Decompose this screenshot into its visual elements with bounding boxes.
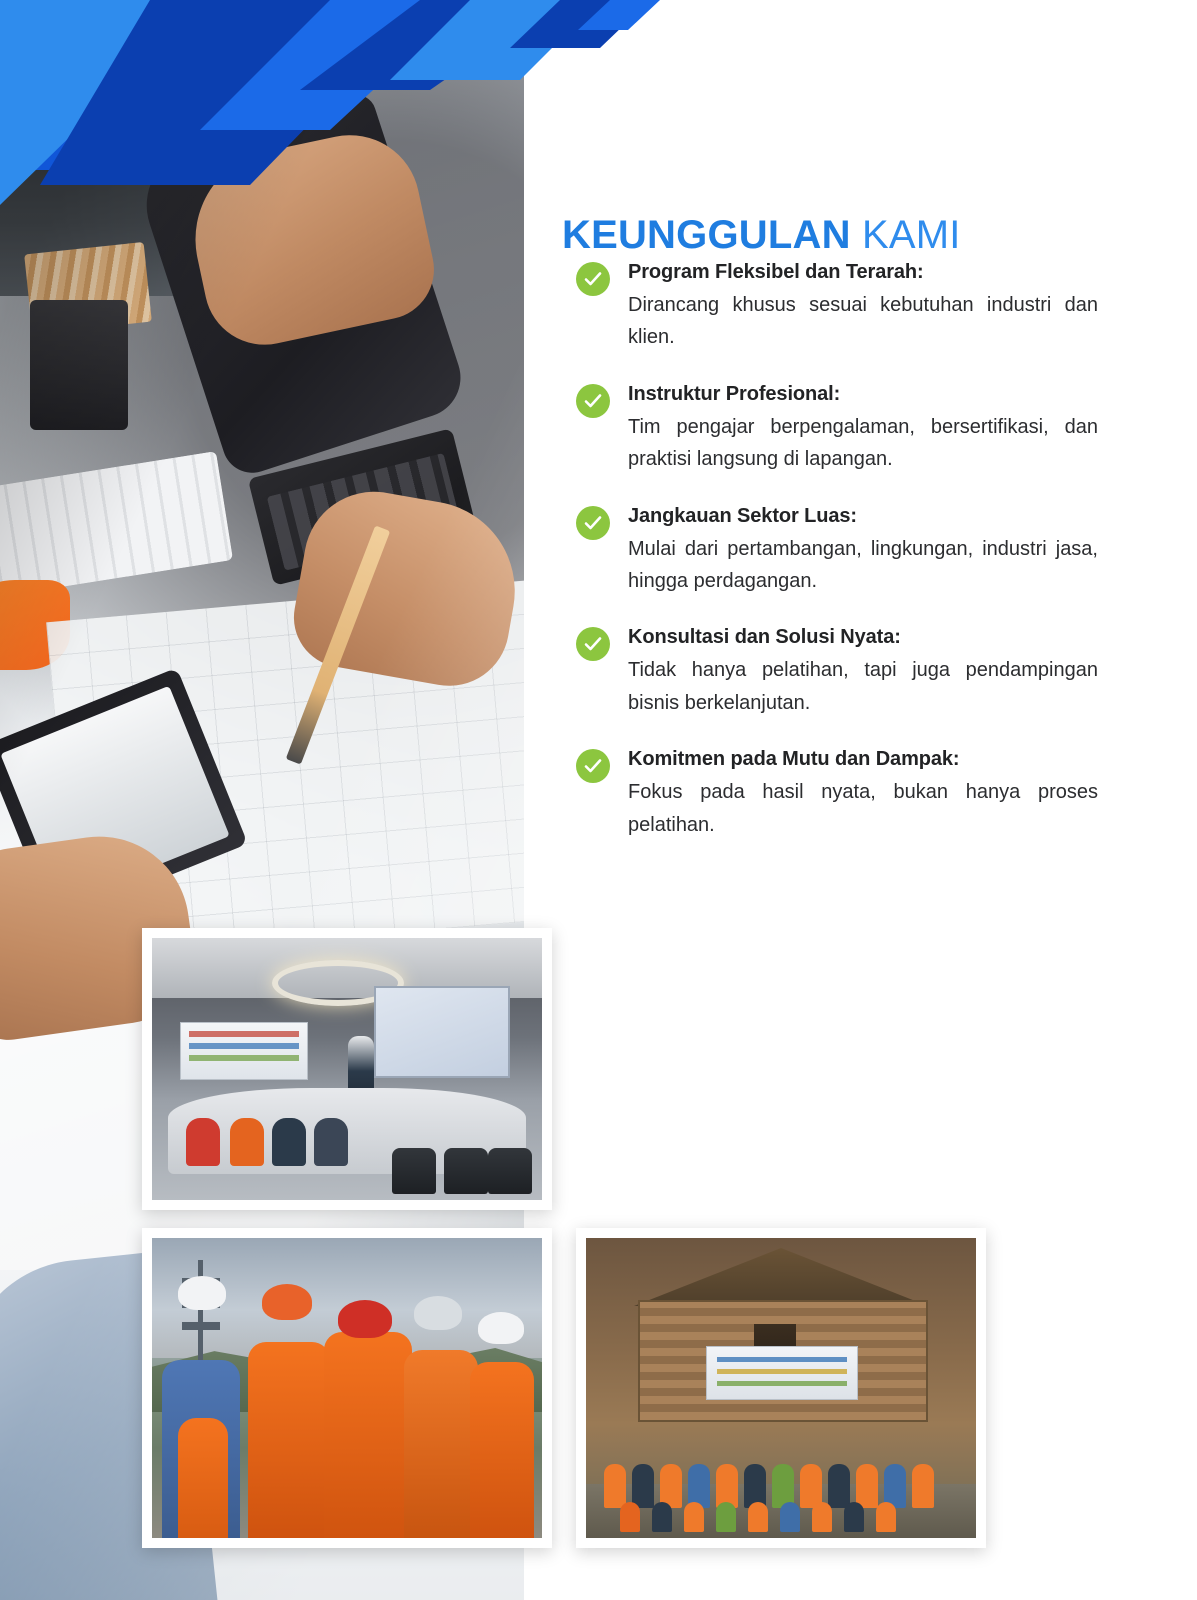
- advantage-description: Mulai dari pertambangan, lingkungan, industri jasa, hingga perdagangan.: [628, 537, 1098, 592]
- orange-object-shape: [0, 580, 70, 670]
- advantage-title: Konsultasi dan Solusi Nyata:: [628, 626, 901, 649]
- advantage-description: Tim pengajar berpengalaman, bersertifikasi, dan praktisi langsung di lapangan.: [628, 415, 1098, 471]
- pencil-shape: [286, 525, 391, 764]
- group-photo-wooden-house: [576, 1228, 986, 1548]
- page-title-light: KAMI: [862, 212, 961, 257]
- sleeve-shape: [131, 89, 471, 480]
- hand-holding-pencil-shape: [286, 481, 524, 696]
- advantage-title: Jangkauan Sektor Luas:: [628, 504, 857, 527]
- advantage-title: Program Fleksibel dan Terarah:: [628, 261, 924, 283]
- blueprint-shape: [46, 579, 524, 961]
- monitor-shape: [0, 86, 240, 296]
- keyboard-shape: [0, 451, 233, 599]
- training-meeting-room-photo: [142, 928, 552, 1210]
- advantage-description: Fokus pada hasil nyata, bukan hanya proses pelatihan.: [628, 781, 1098, 836]
- pencils-shape: [24, 242, 152, 334]
- advantage-title: Instruktur Profesional:: [628, 382, 841, 405]
- tablet-shape: [0, 668, 248, 923]
- advantage-description: Dirancang khusus sesuai kebutuhan industri dan klien.: [628, 294, 1098, 349]
- calculator-shape: [248, 428, 478, 586]
- hand-pointing-shape: [179, 122, 443, 356]
- advantage-title: Komitmen pada Mutu dan Dampak:: [628, 748, 960, 771]
- field-workers-photo: [142, 1228, 552, 1548]
- advantage-description: Tidak hanya pelatihan, tapi juga pendampingan bisnis berkelanjutan.: [628, 659, 1098, 714]
- page-title-bold: KEUNGGULAN: [562, 212, 851, 257]
- pencil-cup-shape: [30, 300, 128, 430]
